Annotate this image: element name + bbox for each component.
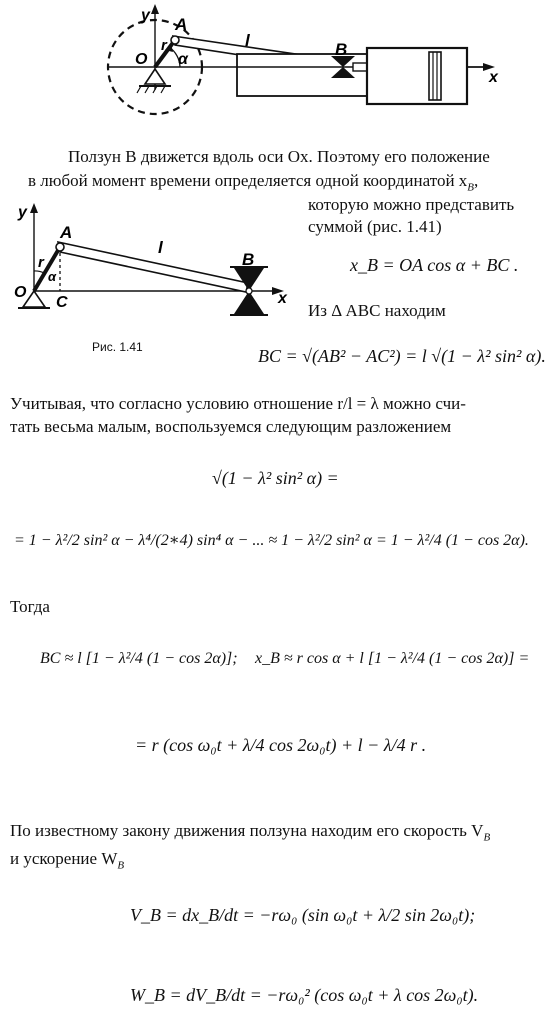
equation-bc: BC = √(AB² − AC²) = l √(1 − λ² sin² α). xyxy=(258,346,546,366)
connecting-rod xyxy=(58,242,248,292)
crank-slider-figure-bottom xyxy=(10,195,300,330)
label-o: O xyxy=(135,51,148,68)
then-text: Тогда xyxy=(10,597,50,616)
equation-velocity: V_B = dx_B/dt = −rω₀ (sin ω₀t + λ/2 sin 2ω₀t); xyxy=(130,905,476,925)
label-x: x xyxy=(278,290,287,307)
equation-series: = 1 − λ²/2 sin² α − λ⁴/(2∗4) sin⁴ α − ... ≈ 1 − λ²/2 sin² α = 1 − λ²/4 (1 − cos 2α). xyxy=(14,532,529,549)
equation-acceleration: W_B = dV_B/dt = −rω₀² (cos ω₀t + λ cos 2ω₀t). xyxy=(130,985,479,1005)
equation-bc-approx: BC ≈ l [1 − λ²/4 (1 − cos 2α)]; xyxy=(40,650,238,667)
paragraph-1-line-2-text: в любой момент времени определяется одной координатой x xyxy=(28,171,468,190)
equation-xb-sum: x_B = OA cos α + BC . xyxy=(350,255,519,275)
equation-sqrt-expand: √(1 − λ² sin² α) = xyxy=(212,468,339,488)
figure-caption: Рис. 1.41 xyxy=(92,340,143,354)
from-triangle-text: Из Δ ABC находим xyxy=(308,301,446,320)
paragraph-2-line-1: Учитывая, что согласно условию отношение r/l = λ можно счи- xyxy=(10,394,466,413)
paragraph-3-line-2 xyxy=(10,848,124,876)
label-o: O xyxy=(14,284,27,301)
paragraph-1-line-1: Ползун B движется вдоль оси Ox. Поэтому его положение xyxy=(68,147,490,166)
crank-slider-figure-top xyxy=(95,0,515,120)
label-alpha: α xyxy=(48,269,57,284)
paragraph-1-line-2-end: , xyxy=(474,171,479,190)
label-a: A xyxy=(60,223,73,242)
label-alpha: α xyxy=(178,51,188,68)
label-y: y xyxy=(141,7,150,24)
label-b: B xyxy=(335,40,348,59)
pivot-support xyxy=(145,69,165,84)
label-c: C xyxy=(56,294,68,311)
label-l: l xyxy=(245,31,250,50)
equation-xb-result: = r (cos ω₀t + λ/4 cos 2ω₀t) + l − λ/4 r . xyxy=(135,735,427,755)
cylinder xyxy=(367,48,467,104)
paragraph-3-line-1-sub: B xyxy=(483,831,491,844)
equation-xb-approx: x_B ≈ r cos α + l [1 − λ²/4 (1 − cos 2α)] = xyxy=(255,650,530,667)
label-l: l xyxy=(158,238,163,257)
label-b: B xyxy=(242,250,255,269)
paragraph-1-line-2-sub: B xyxy=(467,181,475,194)
label-y: y xyxy=(18,204,27,221)
paragraph-3-line-2-text: и ускорение W xyxy=(10,849,118,868)
label-r: r xyxy=(38,254,44,271)
paragraph-1-line-3: которую можно представить xyxy=(308,195,515,214)
label-x: x xyxy=(489,69,498,86)
paragraph-3-line-1 xyxy=(10,820,490,848)
label-a: A xyxy=(175,15,188,34)
paragraph-3-line-1-text: По известному закону движения ползуна находим его скорость V xyxy=(10,821,484,840)
paragraph-3-line-2-sub: B xyxy=(117,859,125,872)
label-r: r xyxy=(161,37,167,54)
paragraph-2-line-2: тать весьма малым, воспользуемся следующим разложением xyxy=(10,417,452,436)
paragraph-1-line-4: суммой (рис. 1.41) xyxy=(308,217,442,236)
